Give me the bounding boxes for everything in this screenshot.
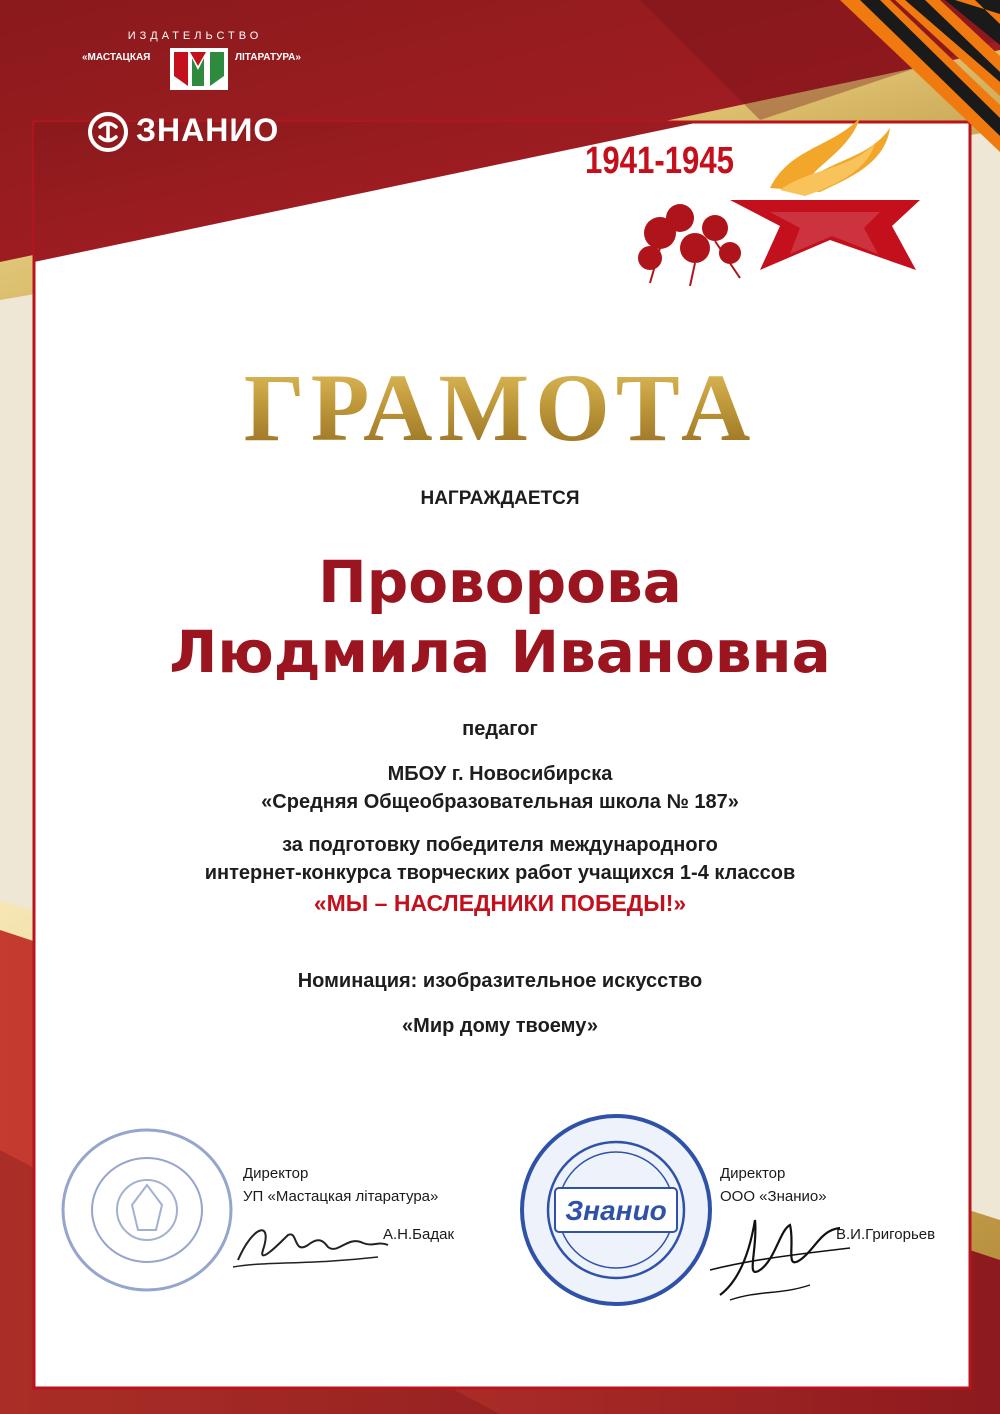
eternal-flame-star-icon <box>620 108 930 288</box>
reason-line-2: интернет-конкурса творческих работ учащихся 1-4 классов <box>204 862 796 884</box>
recipient-given-names: Людмила Ивановна <box>169 618 831 686</box>
znanio-seal <box>517 1112 715 1308</box>
znanio-brand: ЗНАНИО <box>136 112 280 148</box>
right-signer-title: Директор <box>720 1165 786 1182</box>
right-signer-name: В.И.Григорьев <box>836 1226 936 1243</box>
left-signer-title: Директор <box>243 1165 309 1182</box>
right-signature <box>700 1200 860 1310</box>
certificate-title: ГРАМОТА <box>0 352 1000 463</box>
znanio-logo-icon <box>88 112 128 152</box>
left-signature <box>228 1205 398 1275</box>
publisher-name-right: ЛІТАРАТУРА» <box>235 52 301 63</box>
awarded-label: НАГРАЖДАЕТСЯ <box>420 488 580 509</box>
contest-name: «МЫ – НАСЛЕДНИКИ ПОБЕДЫ!» <box>313 890 687 916</box>
publisher-logo-icon <box>168 46 230 92</box>
organization-line-2: «Средняя Общеобразовательная школа № 187» <box>261 791 739 813</box>
publisher-seal <box>60 1125 235 1295</box>
znanio-seal-center: Знанио <box>565 1195 667 1226</box>
work-title: «Мир дому твоему» <box>402 1015 598 1037</box>
publisher-name-left: «МАСТАЦКАЯ <box>82 52 151 63</box>
right-signer-org: ООО «Знанио» <box>720 1188 827 1205</box>
nomination: Номинация: изобразительное искусство <box>297 970 703 992</box>
left-signer-name: А.Н.Бадак <box>383 1226 455 1243</box>
recipient-position: педагог <box>462 718 538 740</box>
years-label: 1941-1945 <box>585 140 735 182</box>
organization-line-1: МБОУ г. Новосибирска <box>387 763 613 785</box>
reason-line-1: за подготовку победителя международного <box>282 834 718 856</box>
left-signer-org: УП «Мастацкая літаратура» <box>243 1188 439 1205</box>
recipient-surname: Проворова <box>318 548 682 616</box>
publisher-header: ИЗДАТЕЛЬСТВО <box>127 30 263 42</box>
